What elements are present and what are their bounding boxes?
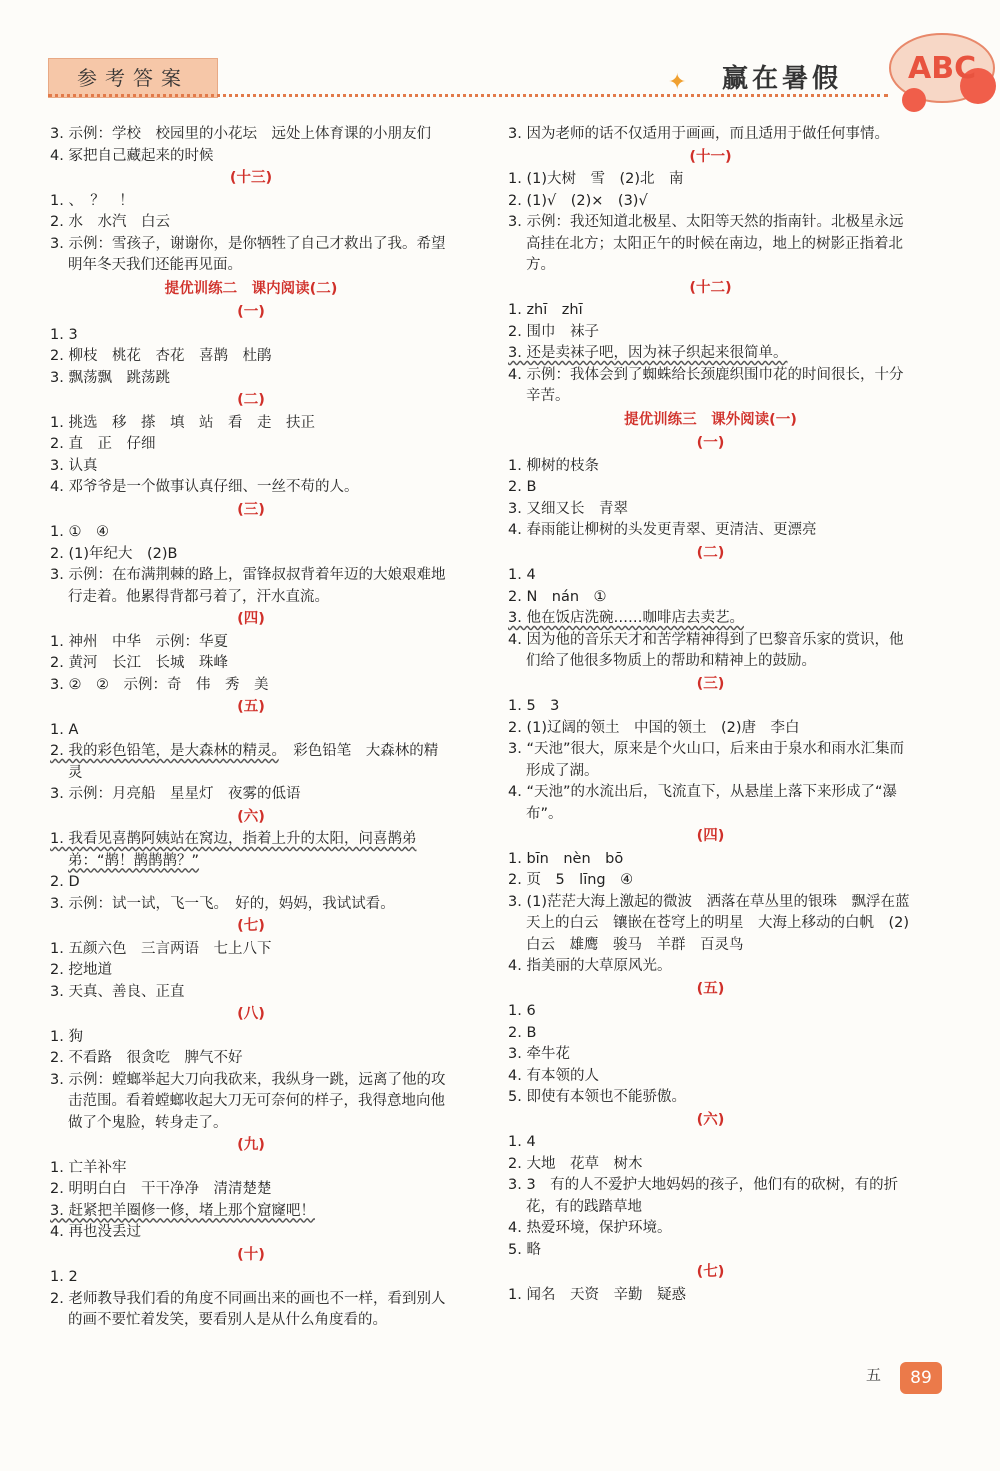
answer-line: 3. 示例：雪孩子，谢谢你，是你牺牲了自己才救出了我。希望明年冬天我们还能再见面。 [50, 235, 446, 273]
section-heading: (十) [237, 1246, 265, 1263]
answer-line: 2. (1)辽阔的领土 中国的领土 (2)唐 李白 [508, 719, 800, 736]
answer-line: 1. 4 [508, 567, 536, 583]
answer-line: 1. 亡羊补牢 [50, 1159, 127, 1176]
answer-line: 1. 神州 中华 示例：华夏 [50, 633, 228, 650]
grade-label: 五 [866, 1366, 882, 1384]
section-heading: (二) [696, 544, 725, 561]
answer-line: 3. 示例：试一试，飞一飞。 好的，妈妈，我试试看。 [50, 895, 395, 912]
answer-line: 2. 不看路 很贪吃 脾气不好 [50, 1050, 243, 1066]
section-heading: (六) [237, 808, 265, 825]
answer-line: 2. 页 5 līng ④ [508, 872, 634, 888]
answer-line: 3. 又细又长 青翠 [508, 500, 628, 517]
answer-line: 3. 因为老师的话不仅适用于画画，而且适用于做任何事情。 [508, 126, 889, 142]
answer-line: 4. 有本领的人 [508, 1067, 599, 1084]
answer-line: 3. 示例：月亮船 星星灯 夜雾的低语 [50, 786, 301, 802]
answer-line: 2. B [508, 1024, 537, 1041]
answer-line: 2. 柳枝 桃花 杏花 喜鹊 杜鹃 [50, 348, 272, 364]
answer-line: 2. 大地 花草 树木 [508, 1155, 643, 1172]
answer-line: 3. “天池”很大，原来是个火山口，后来由于泉水和雨水汇集而形成了湖。 [508, 741, 904, 779]
answer-line: 2. (1)年纪大 (2)B [50, 545, 178, 562]
answer-line: 4. 示例：我体会到了蜘蛛给长颈鹿织围巾花的时间很长，十分辛苦。 [508, 366, 904, 404]
section-heading: (十一) [689, 148, 732, 165]
answer-line: 3. 示例：学校 校园里的小花坛 远处上体育课的小朋友们 [50, 126, 431, 142]
answer-line: 1. A [50, 721, 79, 738]
answer-line: 4. “天池”的水流出后，飞流直下，从悬崖上落下来形成了“瀑布”。 [508, 784, 897, 822]
answer-line: 3. (1)茫茫大海上激起的微波 洒落在草丛里的银珠 飘浮在蓝天上的白云 镶嵌在苍穹上的明星 大海上移动的白帆 (2)白云 雄鹰 骏马 羊群 百灵鸟 [508, 893, 910, 953]
answer-line: 3. 天真、善良、正直 [50, 983, 185, 1000]
answer-line: 3. 示例：在布满荆棘的路上，雷锋叔叔背着年迈的大娘艰难地行走着。他累得背都弓着了，汗水直流。 [50, 567, 446, 605]
answer-line: 2. B [508, 479, 537, 495]
answer-line: 2. 老师教导我们看的角度不同画出来的画也不一样，看到别人的画不要忙着发笑，要看别人是从什么角度看的。 [50, 1290, 446, 1328]
section-heading: (六) [696, 1111, 725, 1128]
answer-line: 4. 热爱环境，保护环境。 [508, 1220, 672, 1236]
answer-line: 1. 6 [508, 1003, 536, 1019]
answer-line: 1. 五颜六色 三言两语 七上八下 [50, 940, 272, 957]
answer-key-label: 参考答案 [48, 58, 218, 98]
page-header [0, 0, 1000, 110]
answer-line: 3. 示例：螳螂举起大刀向我砍来，我纵身一跳，远离了他的攻击范围。看着螳螂收起大刀无可奈何的样子，我得意地向他做了个鬼脸，转身走了。 [50, 1071, 446, 1131]
underlined-answer: 3. 他在饭店洗碗……咖啡店去卖艺。 [508, 610, 744, 626]
training-heading: 提优训练三 课外阅读(一) [624, 411, 797, 428]
answer-line: 1. zhī zhī [508, 302, 583, 318]
answer-line: 2. 水 水汽 白云 [50, 214, 170, 230]
answer-line: 4. 春雨能让柳树的头发更青翠、更清洁、更漂亮 [508, 522, 817, 538]
answer-extra: 彩色铅笔 大森林的精灵 [68, 743, 439, 781]
answer-line [508, 343, 913, 365]
answer-line: 4. 再也没丢过 [50, 1224, 141, 1240]
answer-line: 3. 认真 [50, 457, 98, 474]
training-heading: 提优训练二 课内阅读(二) [164, 280, 338, 297]
answer-line: 1. 2 [50, 1269, 78, 1285]
underlined-answer: 1. 我看见喜鹊阿姨站在窝边，指着上升的太阳，问喜鹊弟弟：“鹊！鹊鹊鹊？” [50, 831, 417, 869]
answer-line: 1. 4 [508, 1134, 536, 1150]
section-heading: (四) [696, 828, 725, 844]
answer-line: 3. 示例：我还知道北极星、太阳等天然的指南针。北极星永远高挂在北方；太阳正午的时候在南边，地上的树影正指着北方。 [508, 214, 904, 273]
section-heading: (九) [237, 1137, 265, 1153]
answer-line: 1. (1)大树 雪 (2)北 南 [508, 171, 684, 187]
answer-line: 2. 明明白白 干干净净 清清楚楚 [50, 1181, 272, 1197]
answer-line: 2. 挖地道 [50, 962, 112, 978]
section-heading: (三) [237, 501, 265, 518]
answer-line: 1. 、 ？ ！ [50, 192, 134, 209]
answer-line: 2. 直 正 仔细 [50, 436, 156, 452]
answer-line [508, 608, 913, 630]
answer-line: 4. 因为他的音乐天才和苦学精神得到了巴黎音乐家的赏识，他们给了他很多物质上的帮助和精神上的鼓励。 [508, 631, 904, 669]
page-number: 89 [900, 1362, 942, 1394]
section-heading: (七) [237, 918, 265, 934]
logo-text: ABC [908, 51, 977, 86]
abc-logo-icon [880, 26, 1000, 122]
section-heading: (十二) [689, 279, 732, 296]
answer-line: 2. D [50, 874, 80, 890]
answer-line: 3. ② ② 示例：奇 伟 秀 美 [50, 676, 269, 693]
section-heading: (五) [696, 980, 725, 997]
answer-line: 2. N nán ① [508, 588, 607, 605]
answer-line: 3. 飘荡飘 跳荡跳 [50, 369, 170, 386]
answer-line: 1. ① ④ [50, 524, 109, 540]
answer-line: 4. 邓爷爷是一个做事认真仔细、一丝不苟的人。 [50, 479, 359, 495]
underlined-answer: 3. 赶紧把羊圈修一修，堵上那个窟窿吧！ [50, 1202, 315, 1219]
section-heading: (五) [237, 699, 265, 715]
answer-line: 1. 挑选 移 搽 填 站 看 走 扶正 [50, 414, 315, 431]
answer-line: 1. 柳树的枝条 [508, 457, 599, 474]
answer-line: 4. 指美丽的大草原风光。 [508, 958, 672, 974]
answer-line: 2. (1)√ (2)× (3)√ [508, 192, 648, 209]
underlined-answer: 2. 我的彩色铅笔，是大森林的精灵。 [50, 743, 279, 759]
section-heading: (十三) [229, 170, 273, 186]
star-icon: ✦ [668, 70, 687, 95]
answer-line: 1. 闻名 天资 辛勤 疑惑 [508, 1286, 686, 1303]
answer-line: 2. 黄河 长江 长城 珠峰 [50, 655, 228, 671]
section-heading: (三) [696, 675, 725, 692]
answer-line: 5. 即使有本领也不能骄傲。 [508, 1089, 686, 1105]
right-answer-column [508, 124, 913, 1306]
answer-line: 1. 狗 [50, 1028, 83, 1045]
answer-line [50, 741, 452, 784]
answer-line: 1. 3 [50, 326, 78, 343]
section-heading: (一) [696, 435, 725, 451]
answer-line: 1. bīn nèn bō [508, 850, 624, 867]
left-answer-column [50, 124, 452, 1332]
section-heading: (七) [696, 1264, 725, 1280]
answer-line [50, 829, 452, 872]
section-heading: (八) [237, 1006, 265, 1022]
answer-line: 5. 略 [508, 1241, 541, 1258]
answer-line: 4. 冢把自己藏起来的时候 [50, 147, 214, 164]
underlined-answer: 3. 还是卖袜子吧，因为袜子织起来很简单。 [508, 345, 788, 361]
brand-title: 赢在暑假 [722, 64, 843, 94]
answer-line: 2. 围巾 袜子 [508, 323, 599, 340]
answer-line [50, 1201, 452, 1223]
section-heading: (二) [237, 392, 265, 408]
section-heading: (一) [237, 304, 265, 320]
section-heading: (四) [237, 611, 265, 627]
answer-line: 3. 3 有的人不爱护大地妈妈的孩子，他们有的砍树，有的折花，有的践踏草地 [508, 1177, 899, 1215]
answer-line: 3. 牵牛花 [508, 1046, 570, 1062]
answer-line: 1. 5 3 [508, 698, 560, 714]
